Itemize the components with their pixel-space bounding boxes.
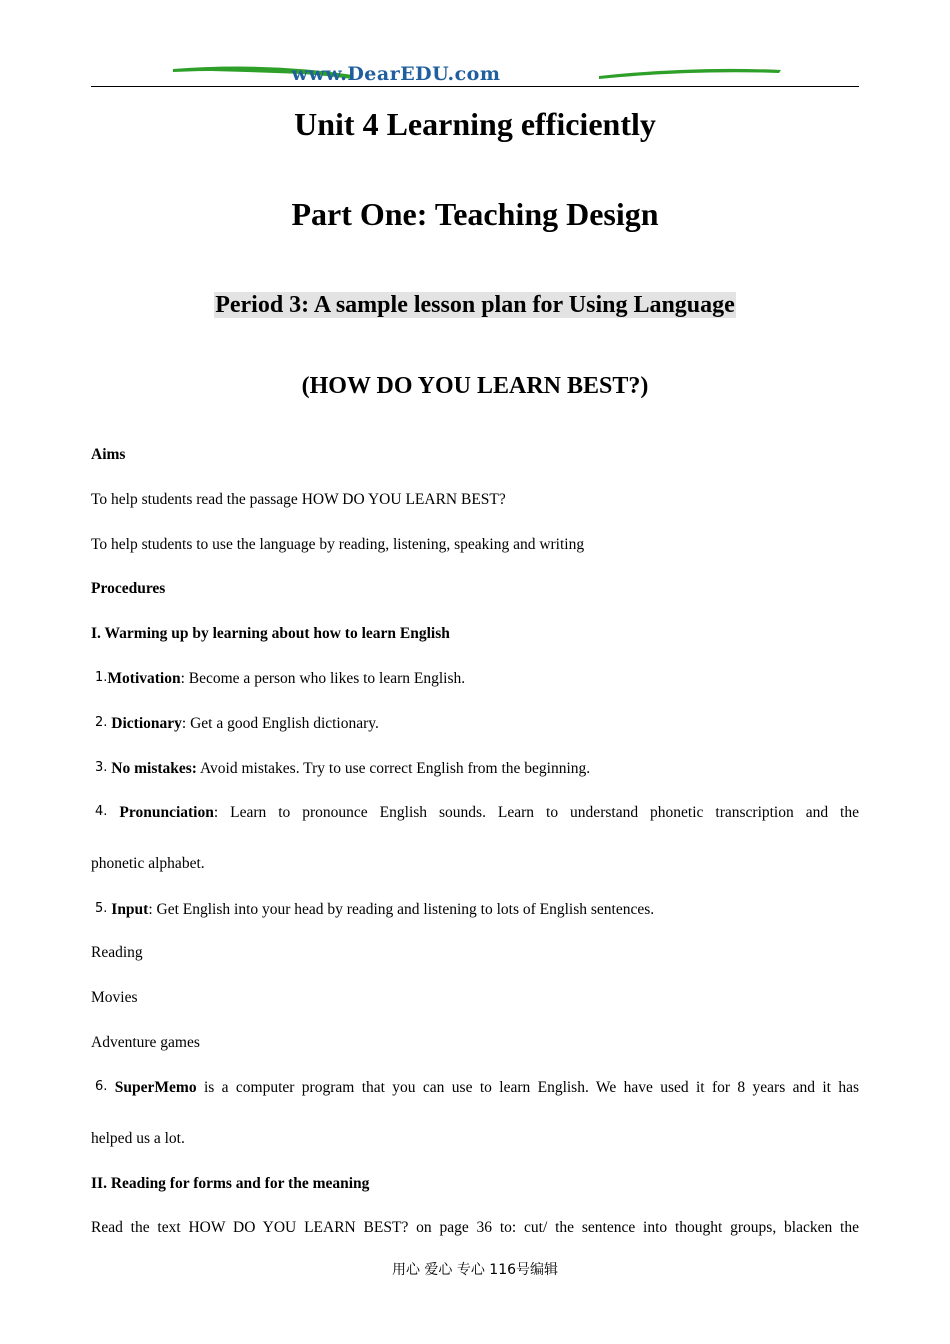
sub-item: Reading bbox=[91, 944, 143, 961]
page-header bbox=[91, 60, 859, 90]
list-item bbox=[91, 1076, 859, 1099]
period-title bbox=[91, 292, 859, 319]
period-title-text: Period 3: A sample lesson plan for Using Language bbox=[215, 292, 735, 318]
page-footer: 用心 爱心 专心 116号编辑 bbox=[391, 1262, 559, 1278]
item-number: 1. bbox=[95, 670, 108, 685]
item-number: 5. bbox=[95, 901, 108, 916]
item-term: No mistakes: bbox=[111, 760, 197, 777]
header-rule bbox=[91, 86, 859, 87]
aims-heading: Aims bbox=[91, 446, 126, 463]
list-item-continuation: phonetic alphabet. bbox=[91, 855, 205, 872]
item-text: Avoid mistakes. Try to use correct English from the beginning. bbox=[196, 760, 591, 777]
item-text: is a computer program that you can use to learn English. We have used it for 8 years and it has bbox=[196, 1079, 859, 1096]
aim-item: To help students read the passage HOW DO YOU LEARN BEST? bbox=[91, 491, 506, 508]
paragraph: Read the text HOW DO YOU LEARN BEST? on page 36 to: cut/ the sentence into thought groups, blacken the bbox=[91, 1219, 859, 1236]
passage-subtitle: (HOW DO YOU LEARN BEST?) bbox=[301, 373, 649, 399]
list-item bbox=[91, 801, 859, 824]
sub-item: Adventure games bbox=[91, 1034, 200, 1051]
part-title: Part One: Teaching Design bbox=[291, 196, 659, 232]
item-text: : Learn to pronounce English sounds. Learn to understand phonetic transcription and the bbox=[213, 804, 859, 821]
item-number: 3. bbox=[95, 760, 108, 775]
procedures-heading: Procedures bbox=[91, 580, 166, 597]
item-text: : Become a person who likes to learn English. bbox=[180, 670, 466, 687]
sub-item: Movies bbox=[91, 989, 138, 1006]
aim-item: To help students to use the language by reading, listening, speaking and writing bbox=[91, 536, 585, 553]
item-term: Motivation bbox=[107, 670, 181, 687]
list-item bbox=[91, 667, 859, 690]
item-number: 4. bbox=[95, 804, 108, 819]
item-text: : Get English into your head by reading and listening to lots of English sentences. bbox=[148, 901, 655, 918]
section-heading-warming-up: I. Warming up by learning about how to learn English bbox=[91, 625, 450, 642]
unit-title: Unit 4 Learning efficiently bbox=[294, 106, 656, 142]
item-term: Pronunciation bbox=[119, 804, 214, 821]
logo-swoosh-right bbox=[599, 69, 781, 79]
item-number: 2. bbox=[95, 715, 108, 730]
item-number: 6. bbox=[95, 1079, 108, 1094]
section-heading-reading: II. Reading for forms and for the meaning bbox=[91, 1175, 370, 1192]
list-item bbox=[91, 898, 859, 921]
item-term: Dictionary bbox=[111, 715, 182, 732]
item-term: SuperMemo bbox=[114, 1079, 197, 1096]
list-item bbox=[91, 757, 859, 780]
list-item-continuation: helped us a lot. bbox=[91, 1130, 185, 1147]
logo-text: www.DearEDU.com bbox=[291, 63, 501, 85]
list-item bbox=[91, 712, 859, 735]
item-text: : Get a good English dictionary. bbox=[181, 715, 379, 732]
item-term: Input bbox=[111, 901, 149, 918]
